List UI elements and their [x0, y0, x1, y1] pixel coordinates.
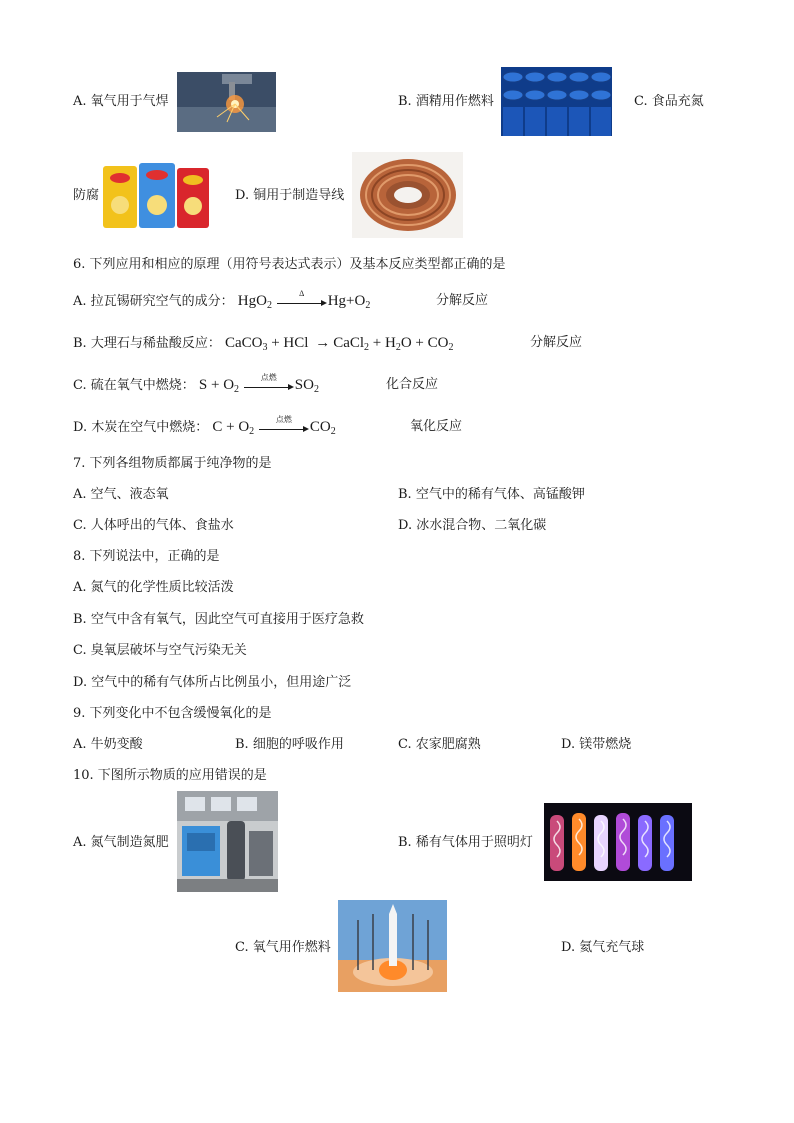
blue-drums-photo [501, 67, 612, 136]
reaction-arrow: 点燃 [244, 379, 294, 393]
q9-option-b: B. 细胞的呼吸作用 [235, 737, 344, 752]
q6-option-b [73, 335, 453, 352]
q6-a-desc: A. 拉瓦锡研究空气的成分： [73, 294, 234, 309]
q5-option-d: D. 铜用于制造导线 [235, 188, 345, 203]
q9-option-c: C. 农家肥腐熟 [398, 737, 481, 752]
chip-bags-photo [99, 160, 213, 230]
q6-a-equation: HgO$_2$ Δ $Hg+O_2$ [237, 288, 371, 311]
q6-a-type: 分解反应 [436, 293, 489, 308]
q6-option-a [73, 288, 371, 311]
q6-b-type: 分解反应 [530, 335, 583, 350]
q10-option-c: C. 氧气用作燃料 [235, 940, 331, 955]
q6-c-equation: $S + O_2$ 点燃 $SO_2$ [198, 372, 319, 395]
q7-option-b: B. 空气中的稀有气体、高锰酸钾 [398, 487, 585, 502]
q7-option-a: A. 空气、液态氧 [73, 487, 169, 502]
q8-option-d: D. 空气中的稀有气体所占比例虽小，但用途广泛 [73, 675, 352, 690]
q10-option-d: D. 氦气充气球 [561, 940, 645, 955]
q5-option-c: C. 食品充氮 [634, 94, 704, 109]
q5-option-a: A. 氧气用于气焊 [73, 94, 169, 109]
copper-wire-photo [352, 152, 463, 238]
q8-option-a: A. 氮气的化学性质比较活泼 [73, 580, 234, 595]
q6-b-desc: B. 大理石与稀盐酸反应： [73, 336, 221, 351]
q10-stem: 10. 下图所示物质的应用错误的是 [73, 768, 267, 783]
factory-equipment-photo [177, 791, 278, 892]
q6-c-desc: C. 硫在氧气中燃烧： [73, 378, 195, 393]
q8-option-c: C. 臭氧层破坏与空气污染无关 [73, 643, 247, 658]
q6-c-type: 化合反应 [386, 377, 439, 392]
q5-option-c-cont: 防腐 [73, 188, 100, 203]
q9-option-a: A. 牛奶变酸 [73, 737, 143, 752]
q6-d-desc: D. 木炭在空气中燃烧： [73, 420, 209, 435]
q10-option-a: A. 氮气制造氮肥 [73, 835, 169, 850]
q6-b-equation: CaCO$_3$ + HCl → CaCl$_2$ + $H_2O + CO_2$ [224, 335, 454, 353]
reaction-arrow: Δ [277, 295, 327, 309]
q6-option-c [73, 372, 319, 395]
q9-option-d: D. 镁带燃烧 [561, 737, 632, 752]
q10-option-b: B. 稀有气体用于照明灯 [398, 835, 533, 850]
q6-option-d [73, 414, 336, 437]
q8-option-b: B. 空气中含有氧气，因此空气可直接用于医疗急救 [73, 612, 364, 627]
q6-d-type: 氧化反应 [410, 419, 463, 434]
q7-option-c: C. 人体呼出的气体、食盐水 [73, 518, 234, 533]
reaction-arrow: 点燃 [259, 421, 309, 435]
q6-d-equation: $C + O_2$ 点燃 $CO_2$ [212, 414, 336, 437]
neon-lights-photo [544, 803, 692, 881]
q6-stem: 6. 下列应用和相应的原理（用符号表达式表示）及基本反应类型都正确的是 [73, 257, 506, 272]
q9-stem: 9. 下列变化中不包含缓慢氧化的是 [73, 706, 272, 721]
q7-option-d: D. 冰水混合物、二氧化碳 [398, 518, 547, 533]
welding-photo [177, 72, 276, 132]
q5-option-b: B. 酒精用作燃料 [398, 94, 494, 109]
rocket-launch-photo [338, 900, 447, 992]
q8-stem: 8. 下列说法中，正确的是 [73, 549, 220, 564]
q7-stem: 7. 下列各组物质都属于纯净物的是 [73, 456, 272, 471]
